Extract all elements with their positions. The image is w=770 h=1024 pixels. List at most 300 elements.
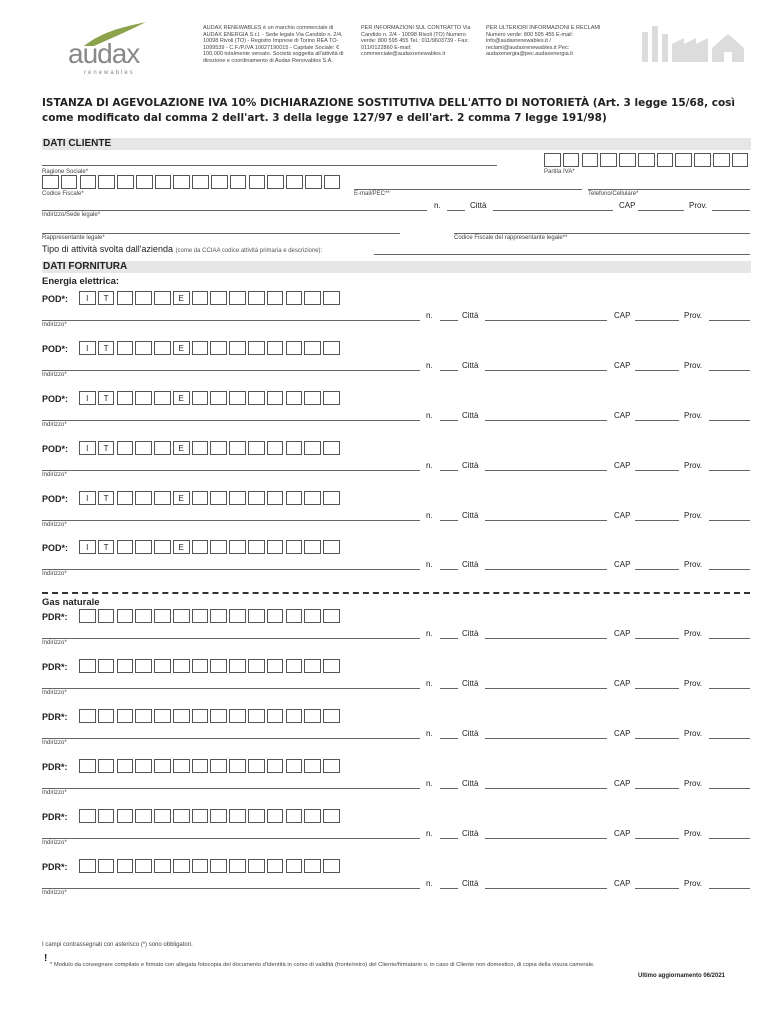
pdr-code-box[interactable] bbox=[210, 759, 227, 773]
pod-code-box[interactable] bbox=[286, 291, 303, 305]
codice-fiscale-boxes[interactable] bbox=[42, 175, 343, 189]
pdr-code-box[interactable] bbox=[229, 809, 246, 823]
pdr-code-boxes[interactable] bbox=[79, 659, 342, 673]
pdr-cap-line[interactable] bbox=[635, 738, 679, 739]
pod-code-box[interactable] bbox=[267, 341, 284, 355]
pod-code-box[interactable] bbox=[135, 540, 152, 554]
pdr-code-box[interactable] bbox=[286, 859, 303, 873]
pod-code-box[interactable] bbox=[154, 540, 171, 554]
exclaim-icon: ! bbox=[44, 953, 48, 964]
section-dati-fornitura: DATI FORNITURA bbox=[42, 261, 751, 273]
pdr-code-box[interactable] bbox=[98, 609, 115, 623]
pod-code-box[interactable] bbox=[286, 441, 303, 455]
pod-cap-line[interactable] bbox=[635, 420, 679, 421]
pod-code-box[interactable]: E bbox=[173, 391, 190, 405]
pdr-code-box[interactable] bbox=[79, 609, 96, 623]
sede-n-line[interactable] bbox=[447, 210, 465, 211]
pod-n-line[interactable] bbox=[440, 320, 458, 321]
pod-code-box[interactable]: I bbox=[79, 540, 96, 554]
pod-code-box[interactable] bbox=[229, 441, 246, 455]
pod-cap-line[interactable] bbox=[635, 320, 679, 321]
pod-code-box[interactable] bbox=[248, 341, 265, 355]
pdr-prov-line[interactable] bbox=[709, 838, 750, 839]
pdr-prov-label: Prov. bbox=[684, 879, 703, 888]
pdr-indirizzo-line[interactable] bbox=[42, 838, 420, 839]
pod-code-box[interactable]: E bbox=[173, 341, 190, 355]
pdr-n-label: n. bbox=[426, 679, 433, 688]
pdr-code-box[interactable] bbox=[173, 659, 190, 673]
pdr-code-box[interactable] bbox=[173, 609, 190, 623]
pdr-code-boxes[interactable] bbox=[79, 609, 342, 623]
pod-code-box[interactable] bbox=[117, 491, 134, 505]
pod-code-box[interactable] bbox=[248, 491, 265, 505]
pdr-code-box[interactable] bbox=[210, 709, 227, 723]
pod-code-box[interactable] bbox=[267, 291, 284, 305]
pdr-n-line[interactable] bbox=[440, 788, 458, 789]
pod-prov-line[interactable] bbox=[709, 470, 750, 471]
sede-cap-label: CAP bbox=[619, 201, 636, 210]
pdr-code-box[interactable] bbox=[117, 809, 134, 823]
pdr-code-box[interactable] bbox=[98, 709, 115, 723]
pod-code-box[interactable] bbox=[304, 540, 321, 554]
pdr-citta-line[interactable] bbox=[485, 738, 607, 739]
pod-code-box[interactable]: T bbox=[98, 291, 115, 305]
pdr-code-box[interactable] bbox=[210, 659, 227, 673]
pdr-indirizzo-line[interactable] bbox=[42, 888, 420, 889]
pdr-code-box[interactable] bbox=[192, 809, 209, 823]
pdr-code-box[interactable] bbox=[98, 759, 115, 773]
pod-code-box[interactable] bbox=[286, 391, 303, 405]
pod-indirizzo-line[interactable] bbox=[42, 420, 420, 421]
pdr-code-box[interactable] bbox=[117, 759, 134, 773]
pdr-code-box[interactable] bbox=[286, 709, 303, 723]
pod-code-box[interactable] bbox=[267, 540, 284, 554]
pdr-indirizzo-line[interactable] bbox=[42, 638, 420, 639]
pod-code-box[interactable] bbox=[135, 291, 152, 305]
pdr-citta-line[interactable] bbox=[485, 788, 607, 789]
pdr-code-box[interactable] bbox=[210, 809, 227, 823]
pod-cap-label: CAP bbox=[614, 511, 631, 520]
pdr-cap-line[interactable] bbox=[635, 688, 679, 689]
pdr-indirizzo-line[interactable] bbox=[42, 738, 420, 739]
pdr-code-box[interactable] bbox=[286, 759, 303, 773]
pdr-code-box[interactable] bbox=[79, 859, 96, 873]
pdr-code-box[interactable] bbox=[323, 759, 340, 773]
pdr-code-box[interactable] bbox=[286, 809, 303, 823]
pdr-label: PDR*: bbox=[42, 612, 68, 622]
pdr-code-box[interactable] bbox=[98, 659, 115, 673]
pdr-label: PDR*: bbox=[42, 862, 68, 872]
pdr-indirizzo-line[interactable] bbox=[42, 688, 420, 689]
pod-code-box[interactable] bbox=[323, 540, 340, 554]
pod-cap-label: CAP bbox=[614, 361, 631, 370]
pdr-code-boxes[interactable] bbox=[79, 859, 342, 873]
pdr-code-box[interactable] bbox=[210, 859, 227, 873]
pod-code-box[interactable] bbox=[323, 441, 340, 455]
pod-code-box[interactable]: T bbox=[98, 341, 115, 355]
pdr-code-box[interactable] bbox=[267, 859, 284, 873]
pdr-code-box[interactable] bbox=[304, 709, 321, 723]
pdr-prov-label: Prov. bbox=[684, 779, 703, 788]
pod-code-box[interactable] bbox=[267, 441, 284, 455]
pod-n-line[interactable] bbox=[440, 370, 458, 371]
pdr-cap-label: CAP bbox=[614, 629, 631, 638]
pdr-code-box[interactable] bbox=[323, 609, 340, 623]
pdr-code-box[interactable] bbox=[229, 709, 246, 723]
pod-code-box[interactable] bbox=[229, 391, 246, 405]
pdr-cap-line[interactable] bbox=[635, 888, 679, 889]
pod-code-box[interactable]: E bbox=[173, 540, 190, 554]
pod-n-line[interactable] bbox=[440, 420, 458, 421]
pod-code-box[interactable] bbox=[117, 391, 134, 405]
pdr-citta-label: Città bbox=[462, 629, 479, 638]
section-divider bbox=[42, 592, 750, 594]
pdr-code-box[interactable] bbox=[173, 759, 190, 773]
pdr-citta-label: Città bbox=[462, 829, 479, 838]
pdr-code-box[interactable] bbox=[323, 709, 340, 723]
tipo-attivita-line[interactable] bbox=[374, 254, 750, 255]
pdr-code-boxes[interactable] bbox=[79, 709, 342, 723]
pdr-code-box[interactable] bbox=[154, 709, 171, 723]
pod-code-box[interactable] bbox=[192, 341, 209, 355]
pod-prov-line[interactable] bbox=[709, 320, 750, 321]
pod-code-box[interactable] bbox=[192, 491, 209, 505]
pdr-code-box[interactable] bbox=[248, 609, 265, 623]
pdr-cap-label: CAP bbox=[614, 829, 631, 838]
pdr-indirizzo-label: Indirizzo* bbox=[42, 840, 67, 846]
pod-code-box[interactable]: E bbox=[173, 291, 190, 305]
pod-code-box[interactable] bbox=[117, 341, 134, 355]
pod-code-box[interactable] bbox=[267, 391, 284, 405]
pdr-code-box[interactable] bbox=[173, 859, 190, 873]
pdr-code-box[interactable] bbox=[98, 809, 115, 823]
pdr-code-box[interactable] bbox=[229, 659, 246, 673]
pod-code-box[interactable] bbox=[286, 540, 303, 554]
pdr-prov-line[interactable] bbox=[709, 788, 750, 789]
pdr-code-box[interactable] bbox=[173, 809, 190, 823]
pod-label: POD*: bbox=[42, 344, 69, 354]
pod-label: POD*: bbox=[42, 494, 69, 504]
pod-n-line[interactable] bbox=[440, 520, 458, 521]
brand-tagline: renewables bbox=[84, 70, 135, 76]
pod-cap-line[interactable] bbox=[635, 370, 679, 371]
pdr-code-box[interactable] bbox=[304, 809, 321, 823]
pod-prov-line[interactable] bbox=[709, 569, 750, 570]
pod-cap-line[interactable] bbox=[635, 569, 679, 570]
pdr-code-box[interactable] bbox=[267, 709, 284, 723]
pdr-code-box[interactable] bbox=[323, 659, 340, 673]
pod-code-boxes[interactable] bbox=[79, 540, 342, 554]
pdr-code-box[interactable] bbox=[304, 659, 321, 673]
pdr-code-boxes[interactable] bbox=[79, 809, 342, 823]
pod-code-box[interactable] bbox=[304, 441, 321, 455]
pod-code-box[interactable] bbox=[135, 491, 152, 505]
pod-code-box[interactable] bbox=[192, 291, 209, 305]
partita-iva-label: Partita IVA* bbox=[544, 169, 575, 175]
pod-indirizzo-line[interactable] bbox=[42, 370, 420, 371]
pdr-code-box[interactable] bbox=[192, 759, 209, 773]
pdr-prov-line[interactable] bbox=[709, 888, 750, 889]
pdr-code-box[interactable] bbox=[154, 809, 171, 823]
pdr-code-box[interactable] bbox=[98, 859, 115, 873]
pod-code-box[interactable]: I bbox=[79, 491, 96, 505]
pdr-code-box[interactable] bbox=[229, 759, 246, 773]
pod-code-box[interactable] bbox=[248, 540, 265, 554]
pod-code-boxes[interactable] bbox=[79, 341, 342, 355]
pdr-indirizzo-label: Indirizzo* bbox=[42, 790, 67, 796]
pod-code-box[interactable] bbox=[304, 341, 321, 355]
pdr-prov-line[interactable] bbox=[709, 638, 750, 639]
pdr-citta-line[interactable] bbox=[485, 638, 607, 639]
pod-code-box[interactable] bbox=[154, 441, 171, 455]
rappresentante-label: Rappresentante legale* bbox=[42, 235, 105, 241]
pdr-code-box[interactable] bbox=[304, 609, 321, 623]
pdr-code-box[interactable] bbox=[248, 659, 265, 673]
pdr-code-box[interactable] bbox=[192, 709, 209, 723]
pod-code-box[interactable] bbox=[323, 341, 340, 355]
pdr-code-box[interactable] bbox=[304, 859, 321, 873]
pod-code-box[interactable]: T bbox=[98, 491, 115, 505]
pod-code-boxes[interactable] bbox=[79, 391, 342, 405]
pdr-cap-label: CAP bbox=[614, 679, 631, 688]
pdr-code-box[interactable] bbox=[304, 759, 321, 773]
pdr-code-box[interactable] bbox=[229, 859, 246, 873]
pdr-code-box[interactable] bbox=[117, 609, 134, 623]
pdr-indirizzo-label: Indirizzo* bbox=[42, 740, 67, 746]
pod-cap-line[interactable] bbox=[635, 520, 679, 521]
pod-label: POD*: bbox=[42, 444, 69, 454]
pdr-code-box[interactable] bbox=[267, 759, 284, 773]
pdr-code-box[interactable] bbox=[135, 859, 152, 873]
ultimo-aggiornamento: Ultimo aggiornamento 06/2021 bbox=[638, 973, 726, 979]
pdr-label: PDR*: bbox=[42, 662, 68, 672]
pod-citta-line[interactable] bbox=[485, 420, 607, 421]
pod-indirizzo-line[interactable] bbox=[42, 470, 420, 471]
pod-citta-label: Città bbox=[462, 461, 479, 470]
pod-code-box[interactable] bbox=[248, 391, 265, 405]
pdr-code-box[interactable] bbox=[79, 659, 96, 673]
pdr-code-box[interactable] bbox=[192, 859, 209, 873]
pdr-n-line[interactable] bbox=[440, 838, 458, 839]
pod-code-box[interactable]: I bbox=[79, 391, 96, 405]
pdr-prov-line[interactable] bbox=[709, 688, 750, 689]
pod-code-box[interactable] bbox=[192, 441, 209, 455]
pod-cap-label: CAP bbox=[614, 461, 631, 470]
pdr-code-box[interactable] bbox=[79, 809, 96, 823]
pod-prov-line[interactable] bbox=[709, 420, 750, 421]
pod-code-box[interactable]: E bbox=[173, 491, 190, 505]
pod-code-box[interactable] bbox=[229, 291, 246, 305]
pod-code-box[interactable] bbox=[117, 441, 134, 455]
pod-code-box[interactable] bbox=[304, 291, 321, 305]
pod-code-box[interactable] bbox=[248, 441, 265, 455]
pod-code-box[interactable] bbox=[210, 341, 227, 355]
pod-citta-line[interactable] bbox=[485, 569, 607, 570]
pdr-citta-line[interactable] bbox=[485, 688, 607, 689]
pdr-n-line[interactable] bbox=[440, 638, 458, 639]
pod-indirizzo-label: Indirizzo* bbox=[42, 472, 67, 478]
obbligatori-note: I campi contrassegnati con asterisco (*) sono obbligatori. bbox=[42, 942, 193, 948]
pod-code-box[interactable]: I bbox=[79, 341, 96, 355]
pod-code-box[interactable] bbox=[229, 491, 246, 505]
pdr-code-box[interactable] bbox=[135, 609, 152, 623]
pdr-code-box[interactable] bbox=[248, 709, 265, 723]
pdr-code-box[interactable] bbox=[248, 859, 265, 873]
pod-citta-line[interactable] bbox=[485, 370, 607, 371]
pdr-code-box[interactable] bbox=[135, 659, 152, 673]
pdr-indirizzo-line[interactable] bbox=[42, 788, 420, 789]
pod-code-box[interactable] bbox=[154, 491, 171, 505]
indirizzo-sede-line[interactable] bbox=[42, 210, 427, 211]
pod-code-box[interactable] bbox=[117, 540, 134, 554]
pdr-n-line[interactable] bbox=[440, 888, 458, 889]
pdr-code-boxes[interactable] bbox=[79, 759, 342, 773]
tipo-attivita-note: (come da CCIAA codice attività primaria e descrizione): bbox=[175, 248, 323, 254]
pod-n-label: n. bbox=[426, 361, 433, 370]
pod-code-box[interactable] bbox=[154, 291, 171, 305]
pdr-code-box[interactable] bbox=[79, 709, 96, 723]
pod-code-box[interactable] bbox=[229, 341, 246, 355]
pdr-prov-line[interactable] bbox=[709, 738, 750, 739]
sede-citta-line[interactable] bbox=[493, 210, 613, 211]
pdr-code-box[interactable] bbox=[173, 709, 190, 723]
pdr-code-box[interactable] bbox=[286, 609, 303, 623]
sede-prov-line[interactable] bbox=[712, 210, 750, 211]
pdr-cap-line[interactable] bbox=[635, 638, 679, 639]
pod-n-line[interactable] bbox=[440, 470, 458, 471]
pdr-prov-label: Prov. bbox=[684, 829, 703, 838]
telefono-line[interactable] bbox=[588, 189, 750, 190]
pod-code-box[interactable] bbox=[135, 341, 152, 355]
pod-code-box[interactable] bbox=[192, 391, 209, 405]
pod-code-box[interactable] bbox=[192, 540, 209, 554]
pdr-citta-label: Città bbox=[462, 729, 479, 738]
pod-code-box[interactable] bbox=[135, 391, 152, 405]
pod-code-box[interactable] bbox=[323, 391, 340, 405]
ragione-sociale-line[interactable] bbox=[42, 165, 497, 166]
pod-indirizzo-line[interactable] bbox=[42, 569, 420, 570]
pdr-code-box[interactable] bbox=[79, 759, 96, 773]
email-line[interactable] bbox=[354, 189, 582, 190]
pdr-cap-label: CAP bbox=[614, 729, 631, 738]
pdr-code-box[interactable] bbox=[135, 809, 152, 823]
pdr-n-line[interactable] bbox=[440, 688, 458, 689]
pod-code-box[interactable] bbox=[248, 291, 265, 305]
pdr-code-box[interactable] bbox=[286, 659, 303, 673]
pod-citta-line[interactable] bbox=[485, 520, 607, 521]
pdr-code-box[interactable] bbox=[117, 709, 134, 723]
pod-n-line[interactable] bbox=[440, 569, 458, 570]
pod-code-box[interactable] bbox=[304, 491, 321, 505]
pdr-code-box[interactable] bbox=[154, 609, 171, 623]
pdr-code-box[interactable] bbox=[267, 809, 284, 823]
pod-citta-label: Città bbox=[462, 311, 479, 320]
pod-citta-label: Città bbox=[462, 511, 479, 520]
pdr-code-box[interactable] bbox=[267, 609, 284, 623]
pdr-cap-line[interactable] bbox=[635, 788, 679, 789]
pdr-citta-line[interactable] bbox=[485, 888, 607, 889]
pdr-code-box[interactable] bbox=[248, 759, 265, 773]
section-dati-cliente: DATI CLIENTE bbox=[42, 138, 751, 150]
pod-code-box[interactable] bbox=[323, 291, 340, 305]
pdr-code-box[interactable] bbox=[229, 609, 246, 623]
cf-rappresentante-line[interactable] bbox=[454, 233, 750, 234]
pdr-code-box[interactable] bbox=[192, 659, 209, 673]
pdr-n-line[interactable] bbox=[440, 738, 458, 739]
pod-code-box[interactable] bbox=[229, 540, 246, 554]
pod-code-box[interactable] bbox=[154, 341, 171, 355]
pod-code-box[interactable]: I bbox=[79, 291, 96, 305]
pod-code-box[interactable] bbox=[323, 491, 340, 505]
pod-code-box[interactable] bbox=[210, 291, 227, 305]
pod-code-box[interactable] bbox=[135, 441, 152, 455]
pdr-n-label: n. bbox=[426, 829, 433, 838]
pdr-code-box[interactable] bbox=[135, 709, 152, 723]
pod-code-box[interactable] bbox=[154, 391, 171, 405]
pod-cap-line[interactable] bbox=[635, 470, 679, 471]
pod-citta-line[interactable] bbox=[485, 320, 607, 321]
pdr-citta-label: Città bbox=[462, 779, 479, 788]
partita-iva-boxes[interactable] bbox=[544, 153, 751, 167]
pod-indirizzo-line[interactable] bbox=[42, 320, 420, 321]
pod-prov-label: Prov. bbox=[684, 560, 703, 569]
pod-code-box[interactable]: T bbox=[98, 441, 115, 455]
pdr-cap-line[interactable] bbox=[635, 838, 679, 839]
pod-code-box[interactable] bbox=[210, 540, 227, 554]
pod-prov-line[interactable] bbox=[709, 370, 750, 371]
pdr-code-box[interactable] bbox=[323, 859, 340, 873]
pdr-citta-line[interactable] bbox=[485, 838, 607, 839]
pod-indirizzo-label: Indirizzo* bbox=[42, 372, 67, 378]
pod-code-box[interactable] bbox=[210, 441, 227, 455]
pdr-code-box[interactable] bbox=[117, 659, 134, 673]
pod-code-box[interactable] bbox=[210, 491, 227, 505]
pod-code-boxes[interactable] bbox=[79, 441, 342, 455]
sede-cap-line[interactable] bbox=[638, 210, 684, 211]
pod-code-box[interactable]: T bbox=[98, 391, 115, 405]
pod-code-box[interactable]: T bbox=[98, 540, 115, 554]
pod-code-box[interactable] bbox=[267, 491, 284, 505]
pod-indirizzo-line[interactable] bbox=[42, 520, 420, 521]
pod-code-boxes[interactable] bbox=[79, 291, 342, 305]
pdr-citta-label: Città bbox=[462, 679, 479, 688]
factory-house-icon bbox=[638, 20, 748, 64]
pod-code-box[interactable] bbox=[286, 341, 303, 355]
rappresentante-line[interactable] bbox=[42, 233, 400, 234]
pod-prov-line[interactable] bbox=[709, 520, 750, 521]
pod-code-box[interactable] bbox=[286, 491, 303, 505]
pdr-code-box[interactable] bbox=[323, 809, 340, 823]
pdr-code-box[interactable] bbox=[154, 859, 171, 873]
pod-code-box[interactable] bbox=[304, 391, 321, 405]
pod-indirizzo-label: Indirizzo* bbox=[42, 571, 67, 577]
pod-code-box[interactable] bbox=[117, 291, 134, 305]
pdr-code-box[interactable] bbox=[192, 609, 209, 623]
pod-code-box[interactable]: E bbox=[173, 441, 190, 455]
pdr-code-box[interactable] bbox=[154, 759, 171, 773]
pod-code-box[interactable] bbox=[210, 391, 227, 405]
pod-code-boxes[interactable] bbox=[79, 491, 342, 505]
pdr-code-box[interactable] bbox=[248, 809, 265, 823]
pod-citta-line[interactable] bbox=[485, 470, 607, 471]
pdr-code-box[interactable] bbox=[267, 659, 284, 673]
pdr-code-box[interactable] bbox=[154, 659, 171, 673]
pod-code-box[interactable]: I bbox=[79, 441, 96, 455]
pdr-code-box[interactable] bbox=[210, 609, 227, 623]
pdr-code-box[interactable] bbox=[135, 759, 152, 773]
pdr-code-box[interactable] bbox=[117, 859, 134, 873]
pod-cap-label: CAP bbox=[614, 411, 631, 420]
